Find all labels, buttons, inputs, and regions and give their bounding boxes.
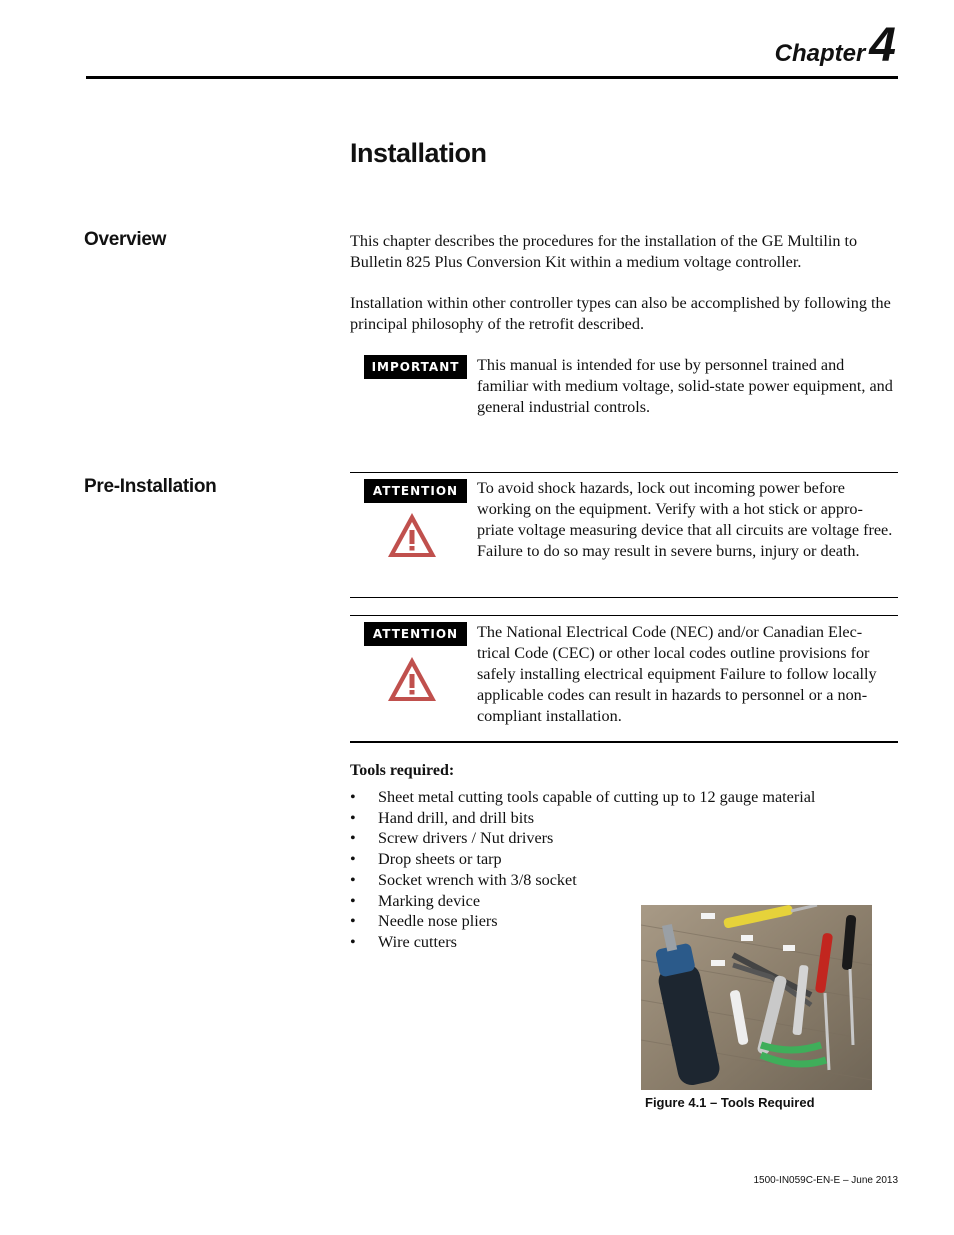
page-title: Installation (350, 138, 487, 168)
important-label: IMPORTANT (364, 355, 467, 379)
list-item-text: Drop sheets or tarp (378, 850, 502, 869)
bullet: • (350, 870, 356, 889)
footer-doc-id: 1500-IN059C-EN-E – June 2013 (753, 1175, 898, 1186)
list-item (350, 849, 815, 870)
bullet: • (350, 891, 356, 910)
figure-caption: Figure 4.1 – Tools Required (645, 1095, 815, 1110)
chapter-heading (774, 19, 896, 72)
tools-title: Tools required: (350, 762, 455, 779)
warning-icon (386, 655, 438, 703)
overview-heading: Overview (84, 229, 167, 250)
overview-paragraph-1: This chapter describes the procedures for the installation of the GE Multilin to Bulletin 825 Plus Conversion Kit within a medium voltage controller. (350, 232, 858, 271)
list-item (350, 787, 815, 808)
list-item-text: Hand drill, and drill bits (378, 808, 535, 827)
bullet: • (350, 788, 356, 806)
list-item-text: Needle nose pliers (378, 912, 498, 931)
chapter-word: Chapter (774, 40, 866, 67)
important-text: This manual is intended for use by personnel trained and familiar with medium voltage, solid-state power equipment, and general industrial controls. (477, 356, 893, 416)
bullet: • (350, 829, 356, 848)
overview-paragraph-2: Installation within other controller types can also be accomplished by following the principal philosophy of the retrofit described. (350, 294, 891, 333)
attention-2-bottom-rule (350, 741, 898, 743)
list-item (350, 828, 815, 849)
list-item-text: Socket wrench with 3/8 socket (378, 870, 577, 889)
bullet: • (350, 912, 356, 931)
attention-1-label: ATTENTION (364, 479, 467, 503)
list-item (350, 808, 815, 829)
attention-2-text: The National Electrical Code (NEC) and/or Canadian Elec-trical Code (CEC) or other local codes outline provisions for safely installing electrical equipment Failure to follow locally applicable codes can result in hazards to personnel or a non-compliant installation. (477, 623, 877, 725)
bullet: • (350, 932, 356, 951)
attention-1-bottom-rule (350, 597, 898, 598)
attention-1-top-rule (350, 472, 898, 473)
bullet: • (350, 808, 356, 827)
list-item-text: Wire cutters (378, 932, 457, 951)
attention-2-label: ATTENTION (364, 622, 467, 646)
list-item (350, 870, 815, 891)
attention-1-text: To avoid shock hazards, lock out incoming power before working on the equipment. Verify with a hot stick or appro-priate voltage measuring device that all circuits are voltage free. Failure to do so may result in severe burns, injury or death. (477, 479, 893, 560)
pre-installation-heading: Pre-Installation (84, 476, 217, 497)
list-item-text: Screw drivers / Nut drivers (378, 829, 554, 848)
warning-icon (386, 511, 438, 559)
attention-2-top-rule (350, 615, 898, 616)
tools-photo (641, 905, 872, 1090)
chapter-rule (86, 76, 898, 79)
list-item-text: Marking device (378, 891, 481, 910)
chapter-number: 4 (869, 19, 896, 72)
list-item-text: Sheet metal cutting tools capable of cutting up to 12 gauge material (378, 788, 816, 806)
bullet: • (350, 850, 356, 869)
